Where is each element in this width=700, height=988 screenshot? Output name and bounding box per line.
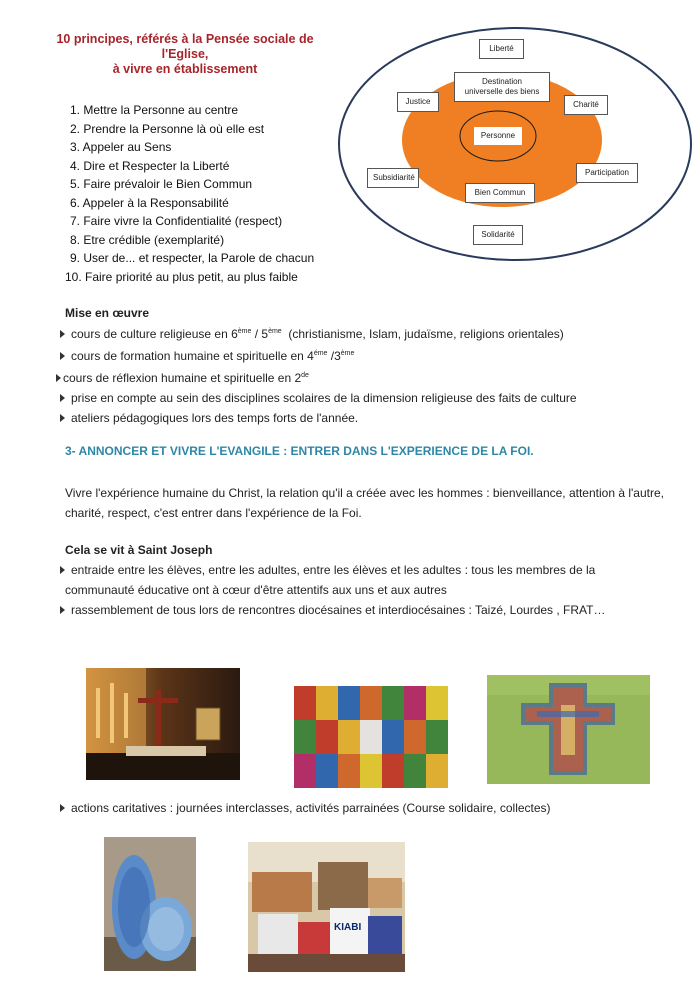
principle-item: 8. Etre crédible (exemplarité)	[70, 232, 225, 247]
bullet-arrow-icon	[60, 566, 65, 574]
label-solidarite: Solidarité	[473, 225, 523, 245]
bullet-arrow-icon	[56, 374, 61, 382]
cross-image	[487, 675, 650, 784]
principles-diagram	[337, 26, 694, 264]
section-3-heading: 3- ANNONCER ET VIVRE L'EVANGILE : ENTRER DANS L'EXPERIENCE DE LA FOI.	[65, 444, 534, 458]
list-item: prise en compte au sein des disciplines scolaires de la dimension religieuse des faits de culture	[60, 388, 577, 408]
list-item: rassemblement de tous lors de rencontres diocésaines et interdiocésaines : Taizé, Lourdes , FRAT…	[60, 600, 606, 620]
label-justice: Justice	[397, 92, 439, 112]
label-subsidiarite: Subsidiarité	[367, 168, 419, 188]
bullet-arrow-icon	[60, 394, 65, 402]
label-charite: Charité	[564, 95, 608, 115]
crowd-image	[294, 686, 448, 788]
bullet-arrow-icon	[60, 606, 65, 614]
bullet-arrow-icon	[60, 352, 65, 360]
saint-joseph-list: entraide entre les élèves, entre les adultes, entre les élèves et les adultes : tous les membres de la communauté éducative ont à cœur d'être attentifs aux uns et aux autres rassemblement de tous lors de rencontres diocésaines et interdiocésaines : Taizé, Lourdes , FRAT…	[60, 560, 606, 620]
principle-item: 10. Faire priorité au plus petit, au plus faible	[65, 269, 298, 284]
saint-joseph-heading: Cela se vit à Saint Joseph	[65, 543, 213, 557]
principle-item: 6. Appeler à la Responsabilité	[70, 195, 229, 210]
principle-item: 3. Appeler au Sens	[70, 140, 172, 154]
principle-item: 2. Prendre la Personne là où elle est	[70, 121, 265, 136]
label-participation: Participation	[576, 163, 638, 183]
chapel-image	[86, 668, 240, 780]
donations-image	[248, 842, 405, 972]
list-item: cours de réflexion humaine et spirituelle en 2de	[56, 366, 577, 388]
bullet-arrow-icon	[60, 804, 65, 812]
bullet-arrow-icon	[60, 330, 65, 338]
label-personne: Personne	[474, 127, 522, 145]
label-bien-commun: Bien Commun	[465, 183, 535, 203]
list-item: entraide entre les élèves, entre les adultes, entre les élèves et les adultes : tous les membres de la	[60, 560, 606, 580]
bottle-caps-photo	[104, 837, 196, 971]
list-item: cours de culture religieuse en 6ème / 5ème (christianisme, Islam, judaïsme, religions orientales)	[60, 322, 577, 344]
principles-title: 10 principes, référés à la Pensée sociale de l'Eglise, à vivre en établissement	[56, 32, 314, 76]
label-liberte: Liberté	[479, 39, 524, 59]
bullet-arrow-icon	[60, 414, 65, 422]
principle-item: 5. Faire prévaloir le Bien Commun	[70, 177, 253, 191]
section-3-paragraph: Vivre l'expérience humaine du Christ, la relation qu'il a créée avec les hommes : bienveillance, attention à l'autre, charité, respect, c'est entrer dans l'expérience de la Foi.	[65, 486, 664, 520]
principle-item: 4. Dire et Respecter la Liberté	[70, 158, 230, 173]
list-item: cours de formation humaine et spirituelle en $4^{éme}$ /3ème	[60, 344, 577, 366]
principle-item: 7. Faire vivre la Confidentialité (respect)	[70, 214, 283, 228]
principles-list	[65, 101, 315, 286]
mise-en-oeuvre-heading: Mise en œuvre	[65, 306, 150, 320]
bottle-caps-image	[104, 837, 196, 971]
principle-item: 9. User de... et respecter, la Parole de chacun	[70, 251, 315, 265]
chapel-photo	[86, 668, 240, 780]
donations-photo	[248, 842, 405, 972]
crowd-photo	[294, 686, 448, 788]
list-item: ateliers pédagogiques lors des temps forts de l'année.	[60, 408, 577, 428]
list-item: actions caritatives : journées interclasses, activités parrainées (Course solidaire, collectes)	[60, 798, 551, 818]
label-destination: Destination universelle des biens	[454, 72, 550, 102]
mise-en-oeuvre-list	[60, 322, 577, 428]
principle-item: 1. Mettre la Personne au centre	[70, 103, 239, 117]
kiabi-bag-label: KIABI	[334, 922, 362, 933]
cross-photo	[487, 675, 650, 784]
